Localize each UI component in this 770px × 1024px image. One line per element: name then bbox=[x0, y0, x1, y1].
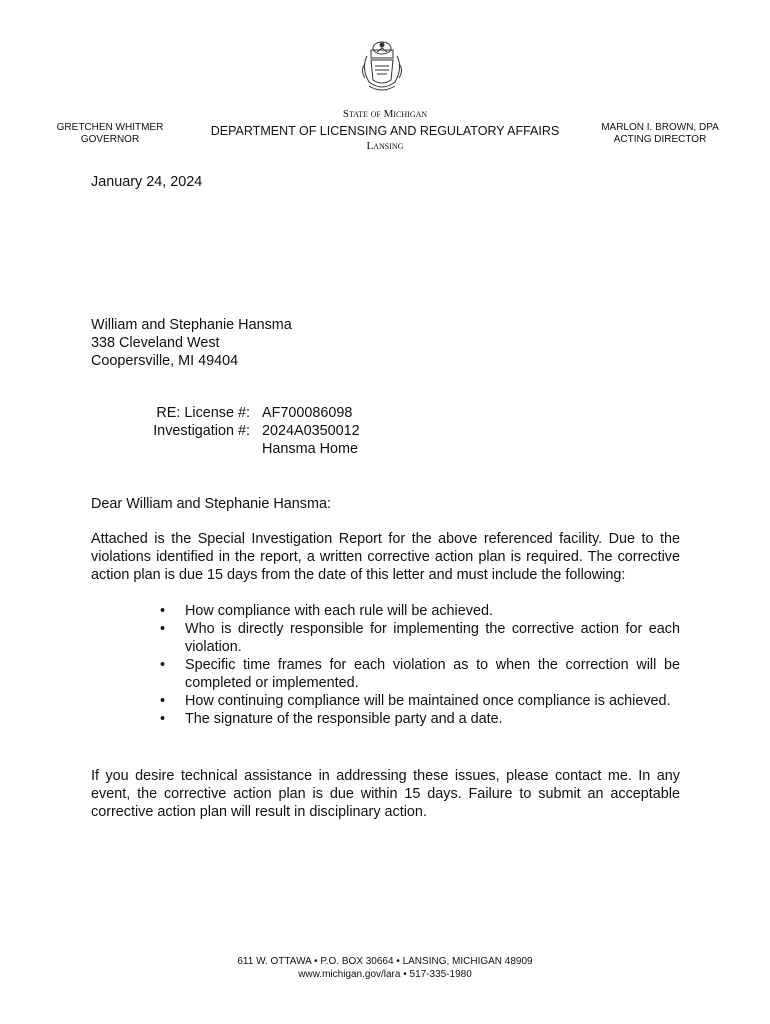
paragraph-intro: Attached is the Special Investigation Report for the above referenced facility. Due to the violations identified in the report, a written corrective action plan is required. The corrective action plan is due 15 days from the date of this letter and must include the following: bbox=[91, 531, 680, 583]
requirements-list bbox=[160, 602, 680, 728]
city-name: Lansing bbox=[366, 140, 404, 152]
recipient-name: William and Stephanie Hansma bbox=[91, 317, 292, 333]
director-name: MARLON I. BROWN, DPA bbox=[601, 122, 719, 133]
state-name: State of Michigan bbox=[342, 108, 428, 120]
letter-date: January 24, 2024 bbox=[91, 174, 203, 190]
investigation-number: 2024A0350012 bbox=[262, 423, 360, 439]
director-title: ACTING DIRECTOR bbox=[613, 134, 707, 145]
list-item: • Who is directly responsible for implementing the corrective action for each violation. bbox=[160, 621, 680, 655]
list-item: • Specific time frames for each violation as to when the correction will be completed or implemented. bbox=[160, 657, 680, 691]
bullet-icon: • bbox=[160, 693, 166, 709]
footer-address: 611 W. OTTAWA • P.O. BOX 30664 • LANSING, MICHIGAN 48909 bbox=[237, 956, 533, 967]
footer-contact: www.michigan.gov/lara • 517-335-1980 bbox=[298, 969, 472, 980]
department-name: DEPARTMENT OF LICENSING AND REGULATORY AFFAIRS bbox=[210, 124, 560, 138]
agency-heading bbox=[180, 107, 590, 153]
recipient-city: Coopersville, MI 49404 bbox=[91, 353, 239, 369]
bullet-icon: • bbox=[160, 711, 166, 727]
re-values bbox=[262, 404, 360, 458]
paragraph-closing: If you desire technical assistance in addressing these issues, please contact me. In any event, the corrective action plan is due within 15 days. Failure to submit an acceptable corrective action plan will result in disciplinary action. bbox=[91, 768, 680, 820]
license-number: AF700086098 bbox=[262, 405, 353, 421]
governor-title: GOVERNOR bbox=[80, 134, 140, 145]
bullet-icon: • bbox=[160, 657, 166, 673]
list-item: • How compliance with each rule will be achieved. bbox=[160, 603, 493, 619]
bullet-icon: • bbox=[160, 603, 166, 619]
michigan-state-seal-icon bbox=[357, 38, 407, 96]
governor-name: GRETCHEN WHITMER bbox=[56, 122, 164, 133]
recipient-address bbox=[91, 316, 292, 370]
list-item: • The signature of the responsible party and a date. bbox=[160, 711, 503, 727]
license-label: RE: License #: bbox=[156, 405, 250, 421]
bullet-icon: • bbox=[160, 621, 166, 637]
governor-block bbox=[40, 122, 180, 146]
footer bbox=[0, 955, 770, 981]
facility-name: Hansma Home bbox=[262, 441, 358, 457]
investigation-label: Investigation #: bbox=[153, 423, 250, 439]
salutation: Dear William and Stephanie Hansma: bbox=[91, 496, 331, 512]
re-labels bbox=[91, 404, 250, 440]
list-item: • How continuing compliance will be maintained once compliance is achieved. bbox=[160, 693, 671, 709]
director-block bbox=[590, 122, 730, 146]
recipient-street: 338 Cleveland West bbox=[91, 335, 220, 351]
